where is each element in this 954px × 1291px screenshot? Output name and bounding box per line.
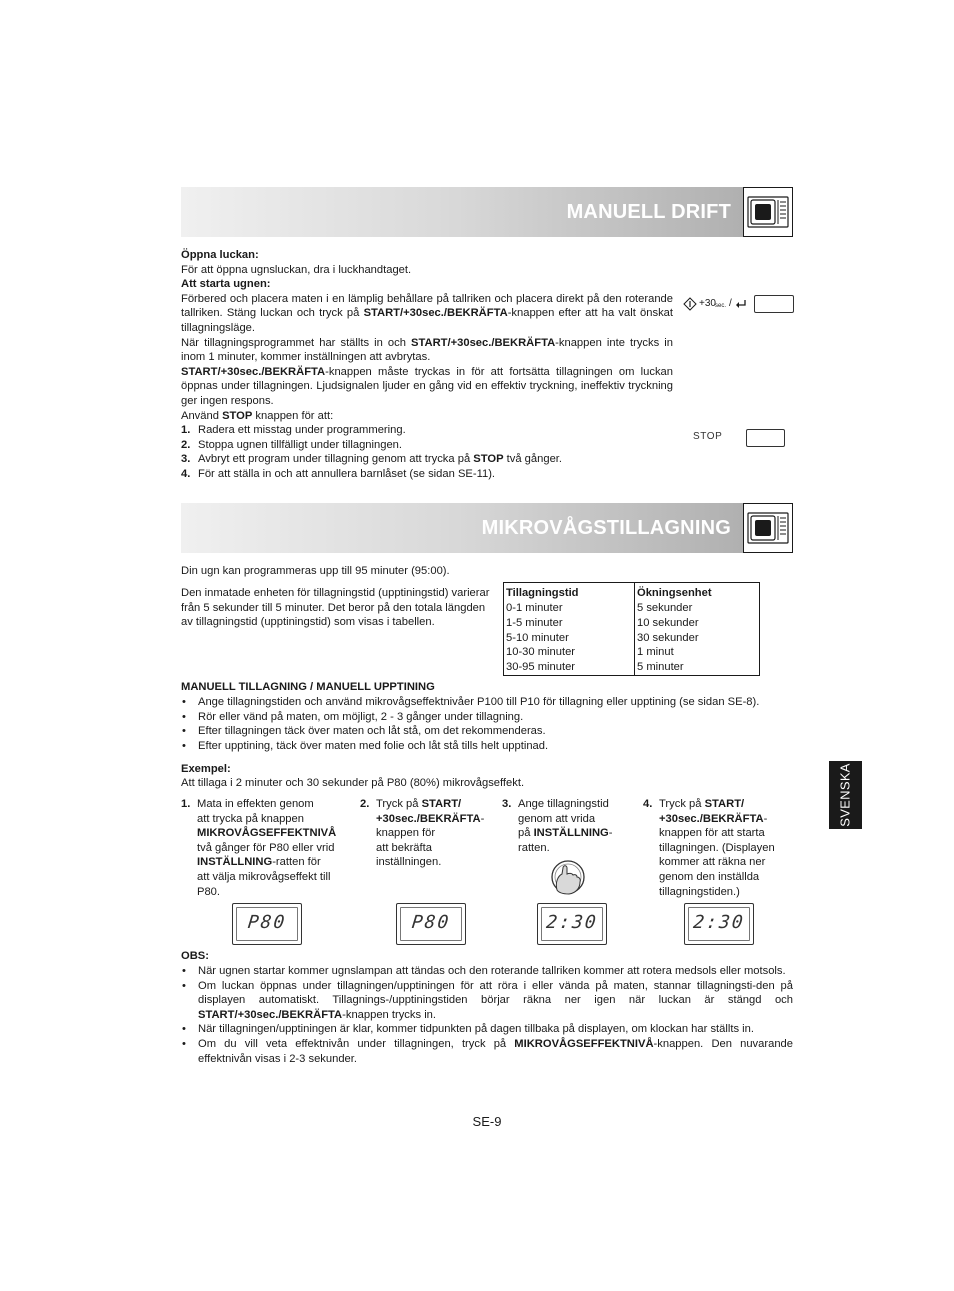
section-banner-manual: [181, 187, 793, 237]
table-cell: 10 sekunder: [637, 616, 699, 629]
open-door-block: [181, 248, 673, 482]
table-row: [504, 631, 760, 646]
manual-bullets: [181, 695, 793, 753]
table-row: [504, 601, 760, 616]
open-door-text: För att öppna ugnsluckan, dra i luckhandtaget.: [181, 263, 412, 276]
list-item: • När ugnen startar kommer ugnslampan att tändas och den roterande tallriken kommer att rotera medsols eller motsols.: [181, 964, 793, 979]
table-row: [504, 645, 760, 660]
section-title: MANUELL DRIFT: [566, 201, 731, 223]
table-cell: 1-5 minuter: [504, 616, 635, 631]
section-title: MIKROVÅGSTILLAGNING: [481, 517, 731, 539]
table-cell: 30-95 minuter: [504, 660, 635, 675]
intro-text: Din ugn kan programmeras upp till 95 minuter (95:00).: [181, 565, 450, 577]
manual-heading: MANUELL TILLAGNING / MANUELL UPPTINING: [181, 681, 435, 693]
list-item: 1. Radera ett misstag under programmering.: [181, 424, 406, 437]
list-item: • Efter upptining, täck över maten med folie och låt stå tills helt upptinad.: [181, 739, 793, 754]
list-item: • Rör eller vänd på maten, om möjligt, 2 - 3 gånger under tillagning.: [181, 710, 793, 725]
display-time-1: 2:30: [537, 903, 607, 945]
start-button-label: +30: [699, 298, 716, 309]
display-p80-1: P80: [232, 903, 302, 945]
section-banner-microwave: [181, 503, 793, 553]
start-paragraph-2: När tillagningsprogrammet har ställts in och START/+30sec./BEKRÄFTA-knappen inte trycks in inom 1 minuter, kommer inställningen att avbrytas.: [181, 336, 673, 364]
start-button-sub: sec.: [715, 303, 727, 309]
obs-bullets: [181, 964, 793, 1066]
example-heading: Exempel:: [181, 763, 231, 775]
microwave-oven-icon: [743, 187, 793, 237]
table-header: Ökningsenhet: [637, 587, 712, 599]
table-cell: 10-30 minuter: [504, 645, 635, 660]
list-item: • Om luckan öppnas under tillagningen/upptiningen för att röra i eller vända på maten, stannar tillagningsti-den på displayen automatiskt. Tillagnings-/upptiningstiden börjar räkna ner igen när luckan är stängd och START/+30sec./BEKRÄFTA-knappen trycks in.: [181, 979, 793, 1023]
start-button-legend: +30 sec. /: [683, 296, 743, 312]
cooking-time-table: [503, 582, 760, 676]
table-cell: 5 minuter: [637, 661, 684, 674]
table-cell: 5-10 minuter: [504, 631, 635, 646]
list-item: 2. Stoppa ugnen tillfälligt under tillagningen.: [181, 438, 403, 451]
start-diamond-icon: [683, 297, 697, 311]
list-item: 3. Avbryt ett program under tillagning genom att trycka på STOP två gånger.: [181, 453, 563, 466]
language-tab: SVENSKA: [829, 761, 862, 829]
start-paragraph-1: Förbered och placera maten i en lämplig behållare på tallriken och placera direkt på den roterande tallriken. Stäng luckan och tryck på START/+30sec./BEKRÄFTA-knappen efter att ha valt önskat tillagningsläge.: [181, 292, 673, 334]
stop-list: [181, 423, 673, 481]
table-cell: 1 minut: [637, 646, 674, 659]
table-header: Tillagningstid: [504, 583, 635, 601]
dial-hand-icon: [547, 856, 589, 898]
obs-heading: OBS:: [181, 950, 209, 962]
display-p80-2: P80: [396, 903, 466, 945]
unit-text: Den inmatade enheten för tillagningstid (upptiningstid) varierar från 5 sekunder till 5 minuter. Det beror på den totala längden av tillagningstid (upptiningstid) som visas i tabellen.: [181, 587, 490, 629]
table-header-row: [504, 583, 760, 601]
example-text: Att tillaga i 2 minuter och 30 sekunder på P80 (80%) mikrovågseffekt.: [181, 777, 525, 789]
open-door-heading: Öppna luckan:: [181, 249, 259, 261]
start-confirm-button[interactable]: [754, 295, 794, 313]
enter-arrow-icon: [735, 299, 747, 309]
stop-button[interactable]: [746, 429, 785, 447]
display-time-2: 2:30: [684, 903, 754, 945]
table-row: [504, 660, 760, 675]
table-cell: 30 sekunder: [637, 631, 699, 644]
table-row: [504, 616, 760, 631]
stop-intro: Använd STOP knappen för att:: [181, 409, 334, 422]
start-heading: Att starta ugnen:: [181, 278, 271, 291]
list-item: • Ange tillagningstiden och använd mikrovågseffektnivåer P100 till P10 för tillagning eller upptining (se sidan SE-8).: [181, 695, 793, 710]
page-number: SE-9: [472, 1114, 502, 1129]
table-cell: 0-1 minuter: [504, 601, 635, 616]
start-paragraph-3: START/+30sec./BEKRÄFTA-knappen måste tryckas in för att fortsätta tillagningen om luckan öppnas under tillagningen. Ljudsignalen ljuder en gång vid en effektiv tryckning, ineffektiv tryckning ger ingen respons.: [181, 365, 673, 407]
list-item: • När tillagningen/upptiningen är klar, kommer tidpunkten på dagen tillbaka på displayen, om klockan har ställts in.: [181, 1022, 793, 1037]
table-cell: 5 sekunder: [637, 601, 693, 614]
list-item: 4. För att ställa in och att annullera barnlåset (se sidan SE-11).: [181, 467, 496, 480]
microwave-oven-icon: [743, 503, 793, 553]
list-item: • Om du vill veta effektnivån under tillagningen, tryck på MIKROVÅGSEFFEKTNIVÅ-knappen. Den nuvarande effektnivån visas i 2-3 sekunder.: [181, 1037, 793, 1066]
stop-button-label: STOP: [693, 431, 723, 442]
list-item: • Efter tillagningen täck över maten och låt stå, om det rekommenderas.: [181, 724, 793, 739]
